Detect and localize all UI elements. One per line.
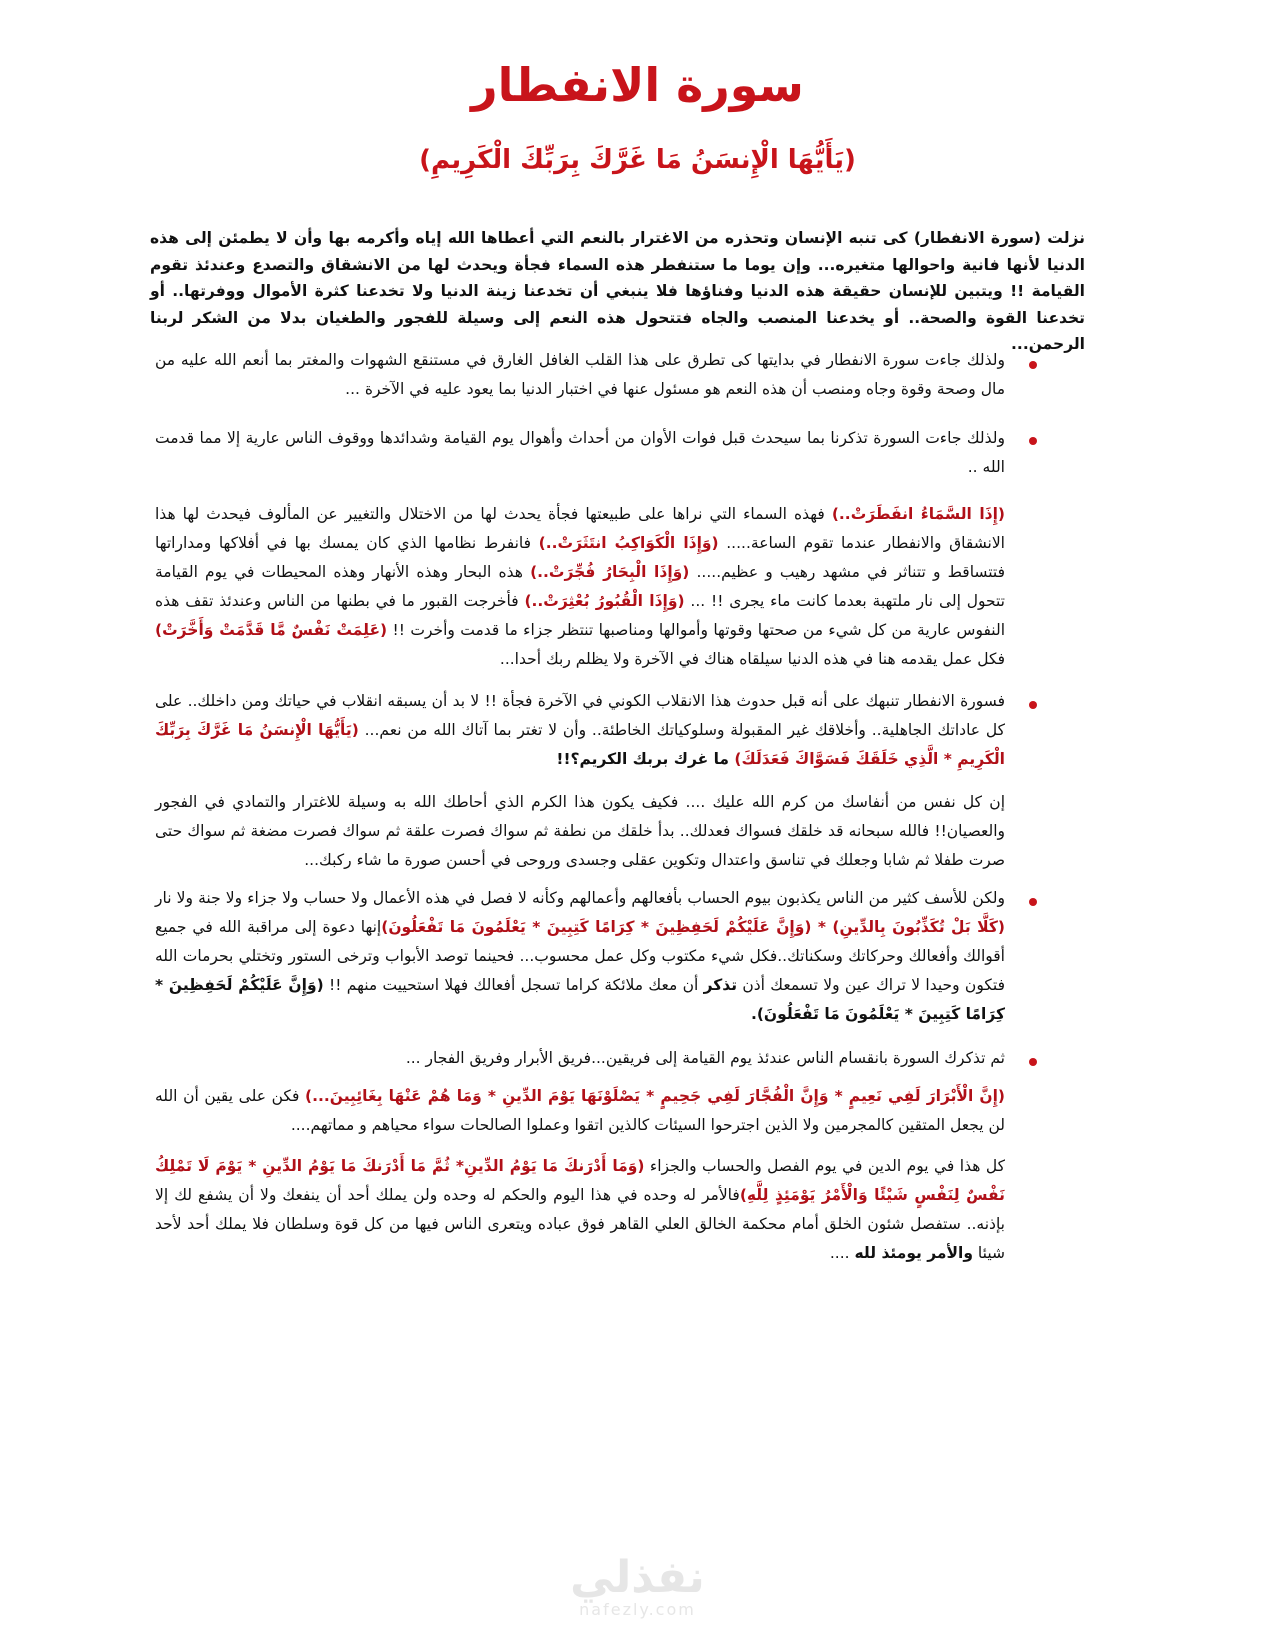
paragraph-text: فسورة الانفطار تنبهك على أنه قبل حدوث هذا الانقلاب الكوني في الآخرة فجأة !! لا بد أن يسبقه انقلاب في حياتك ومن داخلك.. على كل عاداتك الجاهلية.. وأخلاقك غير المقبولة وسلوكياتك الخاطئة.. وأن لا تغتر بما آتاك الله من نعم... xyxy=(155,692,1005,739)
quran-verse: (وَمَا أَدْرَنكَ مَا يَوْمُ الدِّينِ* ثُمَّ مَا أَدْرَنكَ مَا يَوْمُ الدِّينِ * يَوْمَ لَا تَمْلِكُ نَفْسٌ لِنَفْسٍ شَيْئًا وَالْأَمْرُ يَوْمَئِذٍ لِلَّهِ) xyxy=(155,1157,1005,1204)
bullet-icon xyxy=(1029,701,1037,709)
paragraph-text: هذه البحار وهذه الأنهار وهذه المحيطات في يوم القيامة تتحول إلى نار ملتهبة بعدما كانت ماء يجرى !! ... xyxy=(155,563,1005,610)
paragraph-6 xyxy=(155,1152,1005,1268)
bullet-paragraph-2: ولذلك جاءت السورة تذكرنا بما سيحدث قبل فوات الأوان من أحداث وأهوال يوم القيامة وشدائدها ووقوف الناس عارية إلا مما قدمت الله .. xyxy=(155,429,1005,476)
paragraph-text: إنها دعوة إلى مراقبة الله في جميع أقوالك وأفعالك وحركاتك وسكناتك..فكل شيء مكتوب وكل عمل محسوب... فحينما توصد الأبواب وترخى الستور وتختلي بحرمات الله فتكون وحيدا لا تراك عين ولا تسمعك أذن xyxy=(155,918,1005,994)
watermark-url: nafezly.com xyxy=(579,1600,696,1619)
watermark-arabic: نفذلي xyxy=(570,1552,705,1603)
paragraph-text: فكن على يقين أن الله لن يجعل المتقين كالمجرمين ولا الذين اجترحوا السيئات كالذين اتقوا وعملوا الصالحات سواء محياهم و مماتهم.... xyxy=(155,1087,1005,1134)
paragraph-text: فهذه السماء التي نراها على طبيعتها فجأة يحدث لها من الاختلال والتغيير عن المألوف فيحدث لها هذا الانشقاق والانفطار عندما تقوم الساعة..... xyxy=(155,505,1005,552)
page-subtitle-verse: (يَأَيُّهَا الْإِنسَنُ مَا غَرَّكَ بِرَبِّكَ الْكَرِيمِ) xyxy=(419,145,856,175)
bullet-icon xyxy=(1029,1058,1037,1066)
watermark-logo xyxy=(0,1552,1275,1619)
verses-paragraph-3 xyxy=(155,500,1005,674)
quran-verse: (وَإِذَا الْقُبُورُ بُعْثِرَتْ..) xyxy=(524,592,685,610)
paragraph-bold-text: تذكر xyxy=(703,976,738,994)
quran-verse: (وَإِذَا الْبِحَارُ فُجِّرَتْ..) xyxy=(530,563,690,581)
quran-verse: (وَإِذَا الْكَوَاكِبُ انتَثَرَتْ..) xyxy=(538,534,719,552)
page-title: سورة الانفطار xyxy=(471,58,804,112)
quran-verse: (إِذَا السَّمَاءُ انفَطَرَتْ..) xyxy=(831,505,1005,523)
bullet-icon xyxy=(1029,361,1037,369)
paragraph-5 xyxy=(155,1082,1005,1140)
bullet-paragraph-3 xyxy=(155,687,1005,774)
quran-verse-bold: (وَإِنَّ عَلَيْكُمْ لَحَفِظِينَ * كِرَامًا كَتِبِينَ * يَعْلَمُونَ مَا تَفْعَلُونَ). xyxy=(155,976,1005,1023)
bullet-icon xyxy=(1029,898,1037,906)
bullet-paragraph-1: ولذلك جاءت سورة الانفطار في بدايتها كى تطرق على هذا القلب الغافل الغارق في مستنقع الشهوات والمغتر بما أنعم الله عليه من مال وصحة وقوة وجاه ومنصب أن هذه النعم هو مسئول عنها في اختبار الدنيا بما يعود عليه في الآخرة ... xyxy=(155,351,1005,398)
paragraph-text: فالأمر له وحده في هذا اليوم والحكم له وحده ولن يملك أحد أن ينفعك ولا أن يشفع لك إلا بإذنه.. ستفصل شئون الخلق أمام محكمة الخالق العلي القاهر فوق عباده ويتعرى الناس فيها من كل قوة وسلطان فلا يملك أحد لأحد شيئا xyxy=(155,1186,1005,1262)
paragraph-text: كل هذا في يوم الدين في يوم الفصل والحساب والجزاء xyxy=(644,1157,1005,1175)
intro-paragraph: نزلت (سورة الانفطار) كى تنبه الإنسان وتحذره من الاغترار بالنعم التي أعطاها الله إياه وأكرمه بها وأن لا يطمئن إلى هذه الدنيا لأنها فانية واحوالها متغيره... وإن يوما ما ستنفطر هذه السماء فجأة ويحدث لها من الانشقاق والتصدع وعندئذ تقوم القيامة !! ويتبين للإنسان حقيقة هذه الدنيا وفناؤها فلا ينبغي أن تخدعنا زينة الدنيا ولا تخدعنا كثرة الأموال ووفرتها.. أو تخدعنا القوة والصحة.. أو يخدعنا المنصب والجاه فتتحول هذه النعم إلى وسيلة للفجور والطغيان بدلا من الشكر لربنا الرحمن... xyxy=(150,229,1085,353)
quran-verse: (عَلِمَتْ نَفْسٌ مَّا قَدَّمَتْ وَأَخَّرَتْ) xyxy=(155,621,388,639)
bullet-paragraph-5: ثم تذكرك السورة بانقسام الناس عندئذ يوم القيامة إلى فريقين...فريق الأبرار وفريق الفجار ... xyxy=(405,1049,1005,1067)
paragraph-text: ولكن للأسف كثير من الناس يكذبون بيوم الحساب بأفعالهم وأعمالهم وكأنه لا فصل في هذه الأعمال ولا حساب ولا جزاء ولا جنة ولا نار xyxy=(155,889,1005,907)
paragraph-4: إن كل نفس من أنفاسك من كرم الله عليك .... فكيف يكون هذا الكرم الذي أحاطك الله به وسيلة للاغترار والتمادي في الفجور والعصيان!! فالله سبحانه قد خلقك فسواك فعدلك.. بدأ خلقك من نطفة ثم سواك فصرت علقة ثم سواك فصرت مضغة ثم سواك حتى صرت طفلا ثم شابا وجعلك في تناسق واعتدال وتكوين عقلى وجسدى وروحى في أحسن صورة ما شاء ركبك... xyxy=(155,793,1005,869)
paragraph-bold-text: ما غرك بربك الكريم؟!! xyxy=(556,750,735,768)
paragraph-text: فأخرجت القبور ما في بطنها من الناس وعندئذ تقف هذه النفوس عارية من كل شيء من صحتها وقوتها وأموالها ومناصبها تنتظر جزاء ما قدمت وأخرت !! xyxy=(155,592,1006,639)
paragraph-text: فانفرط نظامها الذي كان يمسك بها في أفلاكها ومداراتها فتتساقط و تتناثر في مشهد رهيب و عظيم..... xyxy=(155,534,1006,581)
bullet-paragraph-4 xyxy=(155,884,1005,1029)
paragraph-text: أن معك ملائكة كراما تسجل أفعالك فهلا استحييت منهم !! xyxy=(323,976,704,994)
paragraph-text: .... xyxy=(829,1244,855,1262)
quran-verse: (يَأَيُّهَا الْإِنسَنُ مَا غَرَّكَ بِرَبِّكَ الْكَرِيمِ * الَّذِي خَلَقَكَ فَسَوَّاكَ فَعَدَلَكَ) xyxy=(155,721,1005,768)
paragraph-text: فكل عمل يقدمه هنا في هذه الدنيا سيلقاه هناك في الآخرة ولا يظلم ربك أحدا... xyxy=(499,650,1005,668)
paragraph-bold-text: والأمر يومئذ لله xyxy=(854,1244,973,1262)
quran-verse: (إِنَّ الْأَبْرَارَ لَفِي نَعِيمٍ * وَإِنَّ الْفُجَّارَ لَفِي جَحِيمٍ * يَصْلَوْنَهَا يَوْمَ الدِّينِ * وَمَا هُمْ عَنْهَا بِغَائِبِينَ...) xyxy=(305,1087,1005,1105)
bullet-icon xyxy=(1029,437,1037,445)
quran-verse: (كَلَّا بَلْ تُكَذِّبُونَ بِالدِّينِ) * (وَإِنَّ عَلَيْكُمْ لَحَفِظِينَ * كِرَامًا كَتِبِينَ * يَعْلَمُونَ مَا تَفْعَلُونَ) xyxy=(381,918,1005,936)
